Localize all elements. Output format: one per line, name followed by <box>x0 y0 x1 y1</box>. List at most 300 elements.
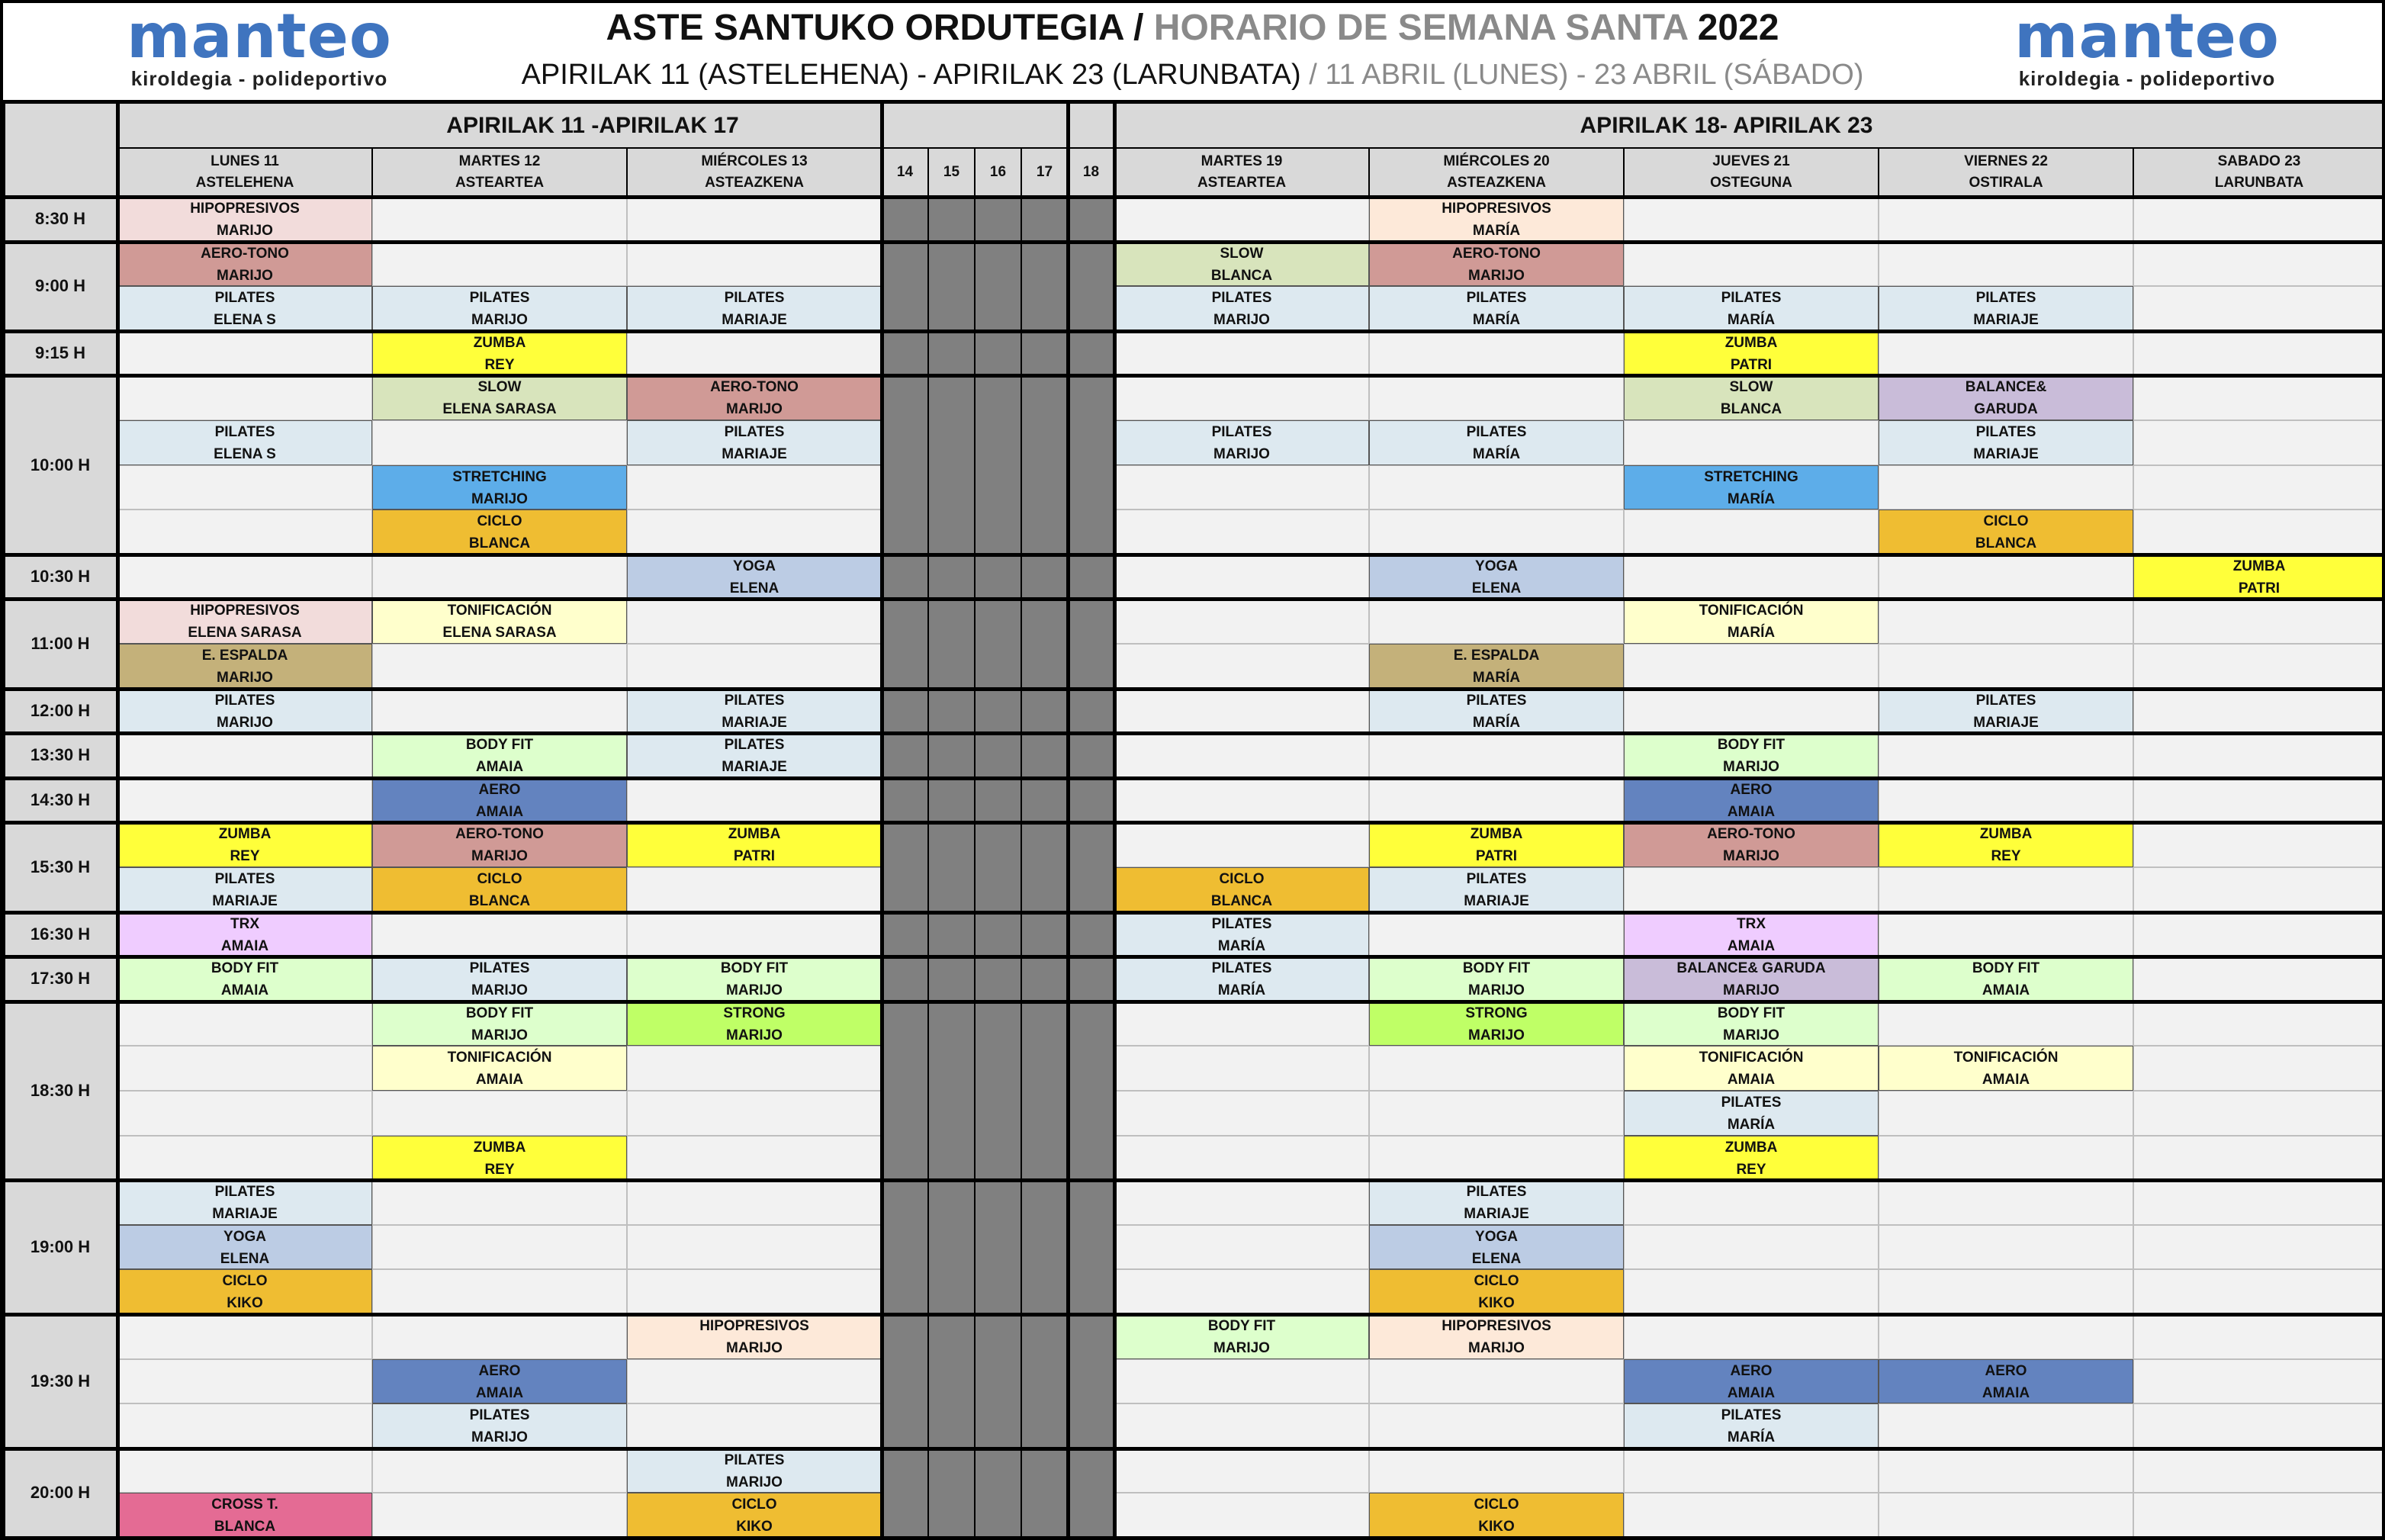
row-divider <box>0 776 2385 780</box>
empty-cell <box>2133 1493 2385 1538</box>
class-name: ZUMBA <box>473 1139 526 1156</box>
row-divider <box>0 1000 2385 1004</box>
empty-cell <box>117 1136 372 1181</box>
empty-cell <box>1369 465 1624 510</box>
class-cell[interactable] <box>627 1448 882 1493</box>
title-spanish: HORARIO DE SEMANA SANTA <box>1153 8 1688 48</box>
empty-cell <box>627 1136 882 1181</box>
instructor-name: AMAIA <box>1727 1384 1776 1401</box>
instructor-name: AMAIA <box>475 803 524 820</box>
class-cell[interactable] <box>1624 733 1879 778</box>
class-name: YOGA <box>1475 1228 1518 1245</box>
class-cell[interactable] <box>1879 1359 2133 1404</box>
class-name: ZUMBA <box>218 826 272 843</box>
class-cell[interactable] <box>1879 375 2133 420</box>
class-cell[interactable] <box>372 1403 627 1448</box>
class-cell[interactable] <box>1879 1046 2133 1091</box>
empty-cell <box>372 644 627 689</box>
class-cell[interactable] <box>1624 286 1879 331</box>
class-cell[interactable] <box>1624 1359 1879 1404</box>
class-cell[interactable] <box>372 733 627 778</box>
week-label: APIRILAK 11 -APIRILAK 17 <box>446 112 739 138</box>
class-cell[interactable] <box>117 242 372 287</box>
class-cell[interactable] <box>1369 197 1624 242</box>
class-cell[interactable] <box>1369 1314 1624 1359</box>
class-name: PILATES <box>1975 424 2036 440</box>
time-text: 19:00 H <box>30 1237 91 1257</box>
time-label <box>3 689 117 734</box>
day-header <box>1879 148 2133 197</box>
empty-cell <box>2133 1225 2385 1270</box>
instructor-name: MARIJO <box>726 982 783 999</box>
empty-cell <box>1879 778 2133 823</box>
class-cell[interactable] <box>1369 644 1624 689</box>
empty-cell <box>1879 1269 2133 1314</box>
empty-cell <box>1879 867 2133 912</box>
empty-cell <box>2133 644 2385 689</box>
empty-cell <box>1879 331 2133 376</box>
class-name: BODY FIT <box>465 1005 534 1021</box>
class-cell[interactable] <box>627 822 882 867</box>
empty-cell <box>1624 1448 1879 1493</box>
class-cell[interactable] <box>1114 420 1369 465</box>
class-cell[interactable] <box>117 286 372 331</box>
empty-cell <box>372 555 627 600</box>
row-divider <box>0 1447 2385 1451</box>
class-name: STRETCHING <box>452 468 547 485</box>
instructor-name: ELENA S <box>214 446 276 462</box>
day-header <box>928 148 975 197</box>
class-cell[interactable] <box>1114 912 1369 957</box>
class-cell[interactable] <box>372 465 627 510</box>
class-name: AERO <box>478 781 521 798</box>
row-divider <box>0 911 2385 915</box>
empty-cell <box>117 778 372 823</box>
empty-cell <box>1114 465 1369 510</box>
class-name: CICLO <box>477 871 522 887</box>
empty-cell <box>2133 1001 2385 1046</box>
row-divider <box>0 195 2385 199</box>
class-cell[interactable] <box>627 420 882 465</box>
instructor-name: MARIAJE <box>722 446 787 462</box>
instructor-name: MARÍA <box>1472 714 1521 731</box>
day-header <box>1068 148 1114 197</box>
instructor-name: MARIJO <box>217 714 273 731</box>
class-name: PILATES <box>214 1184 275 1201</box>
empty-cell <box>2133 420 2385 465</box>
class-name: BODY FIT <box>465 737 534 754</box>
empty-cell <box>2133 465 2385 510</box>
empty-cell <box>1879 1493 2133 1538</box>
instructor-name: PATRI <box>733 848 776 865</box>
empty-cell <box>627 599 882 644</box>
empty-cell <box>1114 1403 1369 1448</box>
day-name: MIÉRCOLES 13 <box>701 153 808 169</box>
day-name-basque: ASTELEHENA <box>195 175 294 191</box>
time-text: 20:00 H <box>30 1483 91 1503</box>
instructor-name: MARIJO <box>1468 267 1525 284</box>
class-cell[interactable] <box>627 1493 882 1538</box>
empty-cell <box>372 242 627 287</box>
class-cell[interactable] <box>372 599 627 644</box>
class-name: CICLO <box>1983 513 2029 530</box>
class-name: AERO <box>1730 781 1773 798</box>
instructor-name: MARIJO <box>217 223 273 239</box>
empty-cell <box>1369 733 1624 778</box>
empty-cell <box>2133 1448 2385 1493</box>
instructor-name: BLANCA <box>1210 893 1273 909</box>
day-name-basque: ASTEARTEA <box>1197 175 1287 191</box>
class-cell[interactable] <box>1624 822 1879 867</box>
day-header <box>1624 148 1879 197</box>
class-name: ZUMBA <box>1979 826 2033 843</box>
class-cell[interactable] <box>1369 822 1624 867</box>
class-name: PILATES <box>1466 424 1527 440</box>
empty-cell <box>1114 1269 1369 1314</box>
class-name: CICLO <box>1474 1497 1519 1513</box>
empty-cell <box>627 1269 882 1314</box>
class-cell[interactable] <box>1624 956 1879 1001</box>
class-name: YOGA <box>1475 558 1518 574</box>
class-cell[interactable] <box>117 689 372 734</box>
class-cell[interactable] <box>1369 1493 1624 1538</box>
empty-cell <box>117 1314 372 1359</box>
empty-cell <box>1114 1046 1369 1091</box>
instructor-name: MARÍA <box>1217 937 1266 954</box>
empty-cell <box>117 331 372 376</box>
class-cell[interactable] <box>1624 1001 1879 1046</box>
time-text: 9:15 H <box>34 343 86 363</box>
class-cell[interactable] <box>2133 555 2385 600</box>
empty-cell <box>627 1359 882 1404</box>
class-cell[interactable] <box>372 1136 627 1181</box>
class-name: ZUMBA <box>1470 826 1523 843</box>
closed-day-column <box>1068 197 1114 1538</box>
week-header <box>117 103 1068 148</box>
class-name: HIPOPRESIVOS <box>190 603 300 619</box>
empty-cell <box>627 912 882 957</box>
class-name: BODY FIT <box>720 960 789 977</box>
empty-cell <box>1624 1314 1879 1359</box>
empty-cell <box>2133 733 2385 778</box>
class-name: AERO-TONO <box>455 826 544 843</box>
instructor-name: AMAIA <box>1982 982 2030 999</box>
empty-cell <box>2133 1269 2385 1314</box>
class-cell[interactable] <box>117 197 372 242</box>
class-cell[interactable] <box>627 286 882 331</box>
class-cell[interactable] <box>117 912 372 957</box>
instructor-name: MARIJO <box>471 982 528 999</box>
instructor-name: MARIJO <box>1213 446 1270 462</box>
class-name: BODY FIT <box>1717 737 1786 754</box>
class-cell[interactable] <box>372 286 627 331</box>
day-header <box>1021 148 1068 197</box>
time-label <box>3 733 117 778</box>
class-cell[interactable] <box>117 822 372 867</box>
class-cell[interactable] <box>1624 1403 1879 1448</box>
class-cell[interactable] <box>1879 956 2133 1001</box>
empty-cell <box>2133 1046 2385 1091</box>
empty-cell <box>1114 555 1369 600</box>
title-basque: ASTE SANTUKO ORDUTEGIA / <box>606 8 1144 48</box>
row-divider <box>0 100 2385 104</box>
class-cell[interactable] <box>1369 555 1624 600</box>
class-cell[interactable] <box>117 867 372 912</box>
empty-cell <box>372 1493 627 1538</box>
time-text: 14:30 H <box>30 790 91 810</box>
class-name: ZUMBA <box>2232 558 2286 574</box>
instructor-name: AMAIA <box>220 937 269 954</box>
instructor-name: MARIJO <box>726 1474 783 1490</box>
class-cell[interactable] <box>117 1269 372 1314</box>
class-cell[interactable] <box>372 375 627 420</box>
time-text: 13:30 H <box>30 745 91 765</box>
instructor-name: REY <box>230 848 260 865</box>
class-cell[interactable] <box>627 555 882 600</box>
empty-cell <box>1624 555 1879 600</box>
empty-cell <box>1879 1225 2133 1270</box>
row-divider <box>0 687 2385 691</box>
class-cell[interactable] <box>117 956 372 1001</box>
class-cell[interactable] <box>1879 510 2133 555</box>
empty-cell <box>1879 912 2133 957</box>
instructor-name: MARIAJE <box>1973 714 2039 731</box>
class-cell[interactable] <box>117 1493 372 1538</box>
class-name: HIPOPRESIVOS <box>1442 201 1551 217</box>
instructor-name: MARIJO <box>1213 312 1270 329</box>
class-cell[interactable] <box>1879 822 2133 867</box>
class-cell[interactable] <box>1369 1001 1624 1046</box>
class-cell[interactable] <box>1624 331 1879 376</box>
class-cell[interactable] <box>1624 465 1879 510</box>
instructor-name: ELENA <box>220 1250 270 1267</box>
class-cell[interactable] <box>372 510 627 555</box>
class-name: PILATES <box>1211 424 1272 440</box>
empty-cell <box>372 1091 627 1136</box>
corner-header <box>3 103 117 197</box>
instructor-name: PATRI <box>2238 580 2281 596</box>
class-name: BALANCE& GARUDA <box>1676 960 1826 977</box>
empty-cell <box>117 1359 372 1404</box>
empty-cell <box>117 1001 372 1046</box>
row-divider <box>0 553 2385 557</box>
class-name: PILATES <box>1721 290 1782 307</box>
class-name: TONIFICACIÓN <box>1953 1050 2059 1066</box>
class-cell[interactable] <box>1114 956 1369 1001</box>
class-cell[interactable] <box>117 599 372 644</box>
empty-cell <box>1369 1403 1624 1448</box>
day-header <box>627 148 882 197</box>
class-cell[interactable] <box>372 867 627 912</box>
class-cell[interactable] <box>1369 420 1624 465</box>
instructor-name: MARÍA <box>1727 1429 1776 1446</box>
time-label <box>3 375 117 554</box>
class-cell[interactable] <box>1624 1091 1879 1136</box>
empty-cell <box>627 331 882 376</box>
logo-word: manteo <box>127 1 392 72</box>
class-cell[interactable] <box>1114 286 1369 331</box>
class-cell[interactable] <box>627 1314 882 1359</box>
class-name: PILATES <box>1466 1184 1527 1201</box>
empty-cell <box>1369 599 1624 644</box>
empty-cell <box>1369 510 1624 555</box>
class-name: BALANCE& <box>1965 379 2047 396</box>
empty-cell <box>2133 599 2385 644</box>
class-cell[interactable] <box>117 1180 372 1225</box>
column-divider <box>880 101 884 1539</box>
instructor-name: KIKO <box>227 1295 263 1312</box>
instructor-name: ELENA SARASA <box>442 401 557 418</box>
class-name: CICLO <box>1219 871 1265 887</box>
day-name-basque: ASTEARTEA <box>455 175 545 191</box>
class-cell[interactable] <box>1624 778 1879 823</box>
empty-cell <box>372 1180 627 1225</box>
class-cell[interactable] <box>372 1359 627 1404</box>
empty-cell <box>1369 1136 1624 1181</box>
class-cell[interactable] <box>1369 286 1624 331</box>
empty-cell <box>2133 1180 2385 1225</box>
class-cell[interactable] <box>372 1046 627 1091</box>
time-text: 12:00 H <box>30 700 91 720</box>
column-divider <box>1113 101 1117 1539</box>
class-cell[interactable] <box>1879 286 2133 331</box>
instructor-name: MARIAJE <box>722 714 787 731</box>
time-label <box>3 778 117 823</box>
instructor-name: MARÍA <box>1727 625 1776 641</box>
class-name: PILATES <box>469 960 530 977</box>
class-name: E. ESPALDA <box>1453 648 1540 664</box>
day-name: MARTES 19 <box>1201 153 1283 169</box>
time-label <box>3 912 117 957</box>
class-cell[interactable] <box>1369 867 1624 912</box>
empty-cell <box>627 778 882 823</box>
empty-cell <box>1624 1180 1879 1225</box>
class-cell[interactable] <box>372 822 627 867</box>
instructor-name: MARIJO <box>726 401 783 418</box>
day-name: LUNES 11 <box>211 153 279 169</box>
class-cell[interactable] <box>372 956 627 1001</box>
instructor-name: MARIJO <box>217 670 273 686</box>
day-name-basque: OSTIRALA <box>1969 175 2043 191</box>
class-cell[interactable] <box>117 1225 372 1270</box>
time-text: 16:30 H <box>30 924 91 944</box>
time-text: 15:30 H <box>30 857 91 876</box>
empty-cell <box>117 733 372 778</box>
class-cell[interactable] <box>372 331 627 376</box>
class-name: ZUMBA <box>728 826 781 843</box>
class-name: PILATES <box>724 290 785 307</box>
class-name: BODY FIT <box>1717 1005 1786 1021</box>
class-cell[interactable] <box>627 733 882 778</box>
class-cell[interactable] <box>1114 242 1369 287</box>
class-cell[interactable] <box>1369 242 1624 287</box>
class-cell[interactable] <box>1624 1136 1879 1181</box>
day-header <box>372 148 627 197</box>
class-cell[interactable] <box>1369 689 1624 734</box>
empty-cell <box>1369 331 1624 376</box>
instructor-name: KIKO <box>1478 1519 1515 1535</box>
empty-cell <box>627 1225 882 1270</box>
class-cell[interactable] <box>372 1001 627 1046</box>
empty-cell <box>627 465 882 510</box>
empty-cell <box>1114 1136 1369 1181</box>
subtitle-basque: APIRILAK 11 (ASTELEHENA) - APIRILAK 23 (LARUNBATA) <box>521 59 1301 91</box>
class-cell[interactable] <box>1624 599 1879 644</box>
class-name: PILATES <box>469 1407 530 1424</box>
class-cell[interactable] <box>1624 912 1879 957</box>
empty-cell <box>1114 375 1369 420</box>
class-cell[interactable] <box>1369 1225 1624 1270</box>
closed-day-column <box>1021 197 1068 1538</box>
empty-cell <box>117 510 372 555</box>
instructor-name: MARIJO <box>471 848 528 865</box>
time-text: 11:00 H <box>31 633 90 653</box>
instructor-name: GARUDA <box>1974 401 2038 418</box>
empty-cell <box>1624 420 1879 465</box>
class-cell[interactable] <box>1114 1314 1369 1359</box>
instructor-name: ELENA <box>1471 580 1522 596</box>
class-cell[interactable] <box>1879 420 2133 465</box>
class-cell[interactable] <box>117 644 372 689</box>
class-cell[interactable] <box>1879 689 2133 734</box>
instructor-name: MARIJO <box>217 267 273 284</box>
empty-cell <box>1879 1001 2133 1046</box>
class-cell[interactable] <box>627 689 882 734</box>
instructor-name: BLANCA <box>468 535 531 552</box>
class-cell[interactable] <box>1624 375 1879 420</box>
empty-cell <box>117 465 372 510</box>
time-label <box>3 956 117 1001</box>
day-name: VIERNES 22 <box>1964 153 2048 169</box>
instructor-name: BLANCA <box>214 1519 276 1535</box>
class-cell[interactable] <box>1624 1046 1879 1091</box>
column-divider <box>2 101 5 1539</box>
empty-cell <box>2133 286 2385 331</box>
class-cell[interactable] <box>117 420 372 465</box>
empty-cell <box>1879 644 2133 689</box>
empty-cell <box>1879 1448 2133 1493</box>
instructor-name: BLANCA <box>1720 401 1782 418</box>
class-cell[interactable] <box>627 375 882 420</box>
class-cell[interactable] <box>1369 1269 1624 1314</box>
day-name: 15 <box>943 164 960 180</box>
empty-cell <box>627 1091 882 1136</box>
class-cell[interactable] <box>627 956 882 1001</box>
instructor-name: AMAIA <box>1982 1072 2030 1088</box>
empty-cell <box>372 1448 627 1493</box>
class-cell[interactable] <box>1369 1180 1624 1225</box>
instructor-name: AMAIA <box>475 1384 524 1401</box>
empty-cell <box>372 689 627 734</box>
empty-cell <box>1114 689 1369 734</box>
instructor-name: REY <box>1736 1161 1766 1178</box>
empty-cell <box>1879 1091 2133 1136</box>
class-name: SLOW <box>1729 379 1773 396</box>
empty-cell <box>1879 599 2133 644</box>
class-cell[interactable] <box>1369 956 1624 1001</box>
class-name: CROSS T. <box>211 1497 278 1513</box>
class-name: CICLO <box>477 513 522 530</box>
empty-cell <box>1879 197 2133 242</box>
empty-cell <box>2133 822 2385 867</box>
class-cell[interactable] <box>627 1001 882 1046</box>
instructor-name: AMAIA <box>1982 1384 2030 1401</box>
class-name: PILATES <box>1975 290 2036 307</box>
class-cell[interactable] <box>372 778 627 823</box>
class-cell[interactable] <box>1114 867 1369 912</box>
empty-cell <box>1114 1001 1369 1046</box>
empty-cell <box>372 1269 627 1314</box>
